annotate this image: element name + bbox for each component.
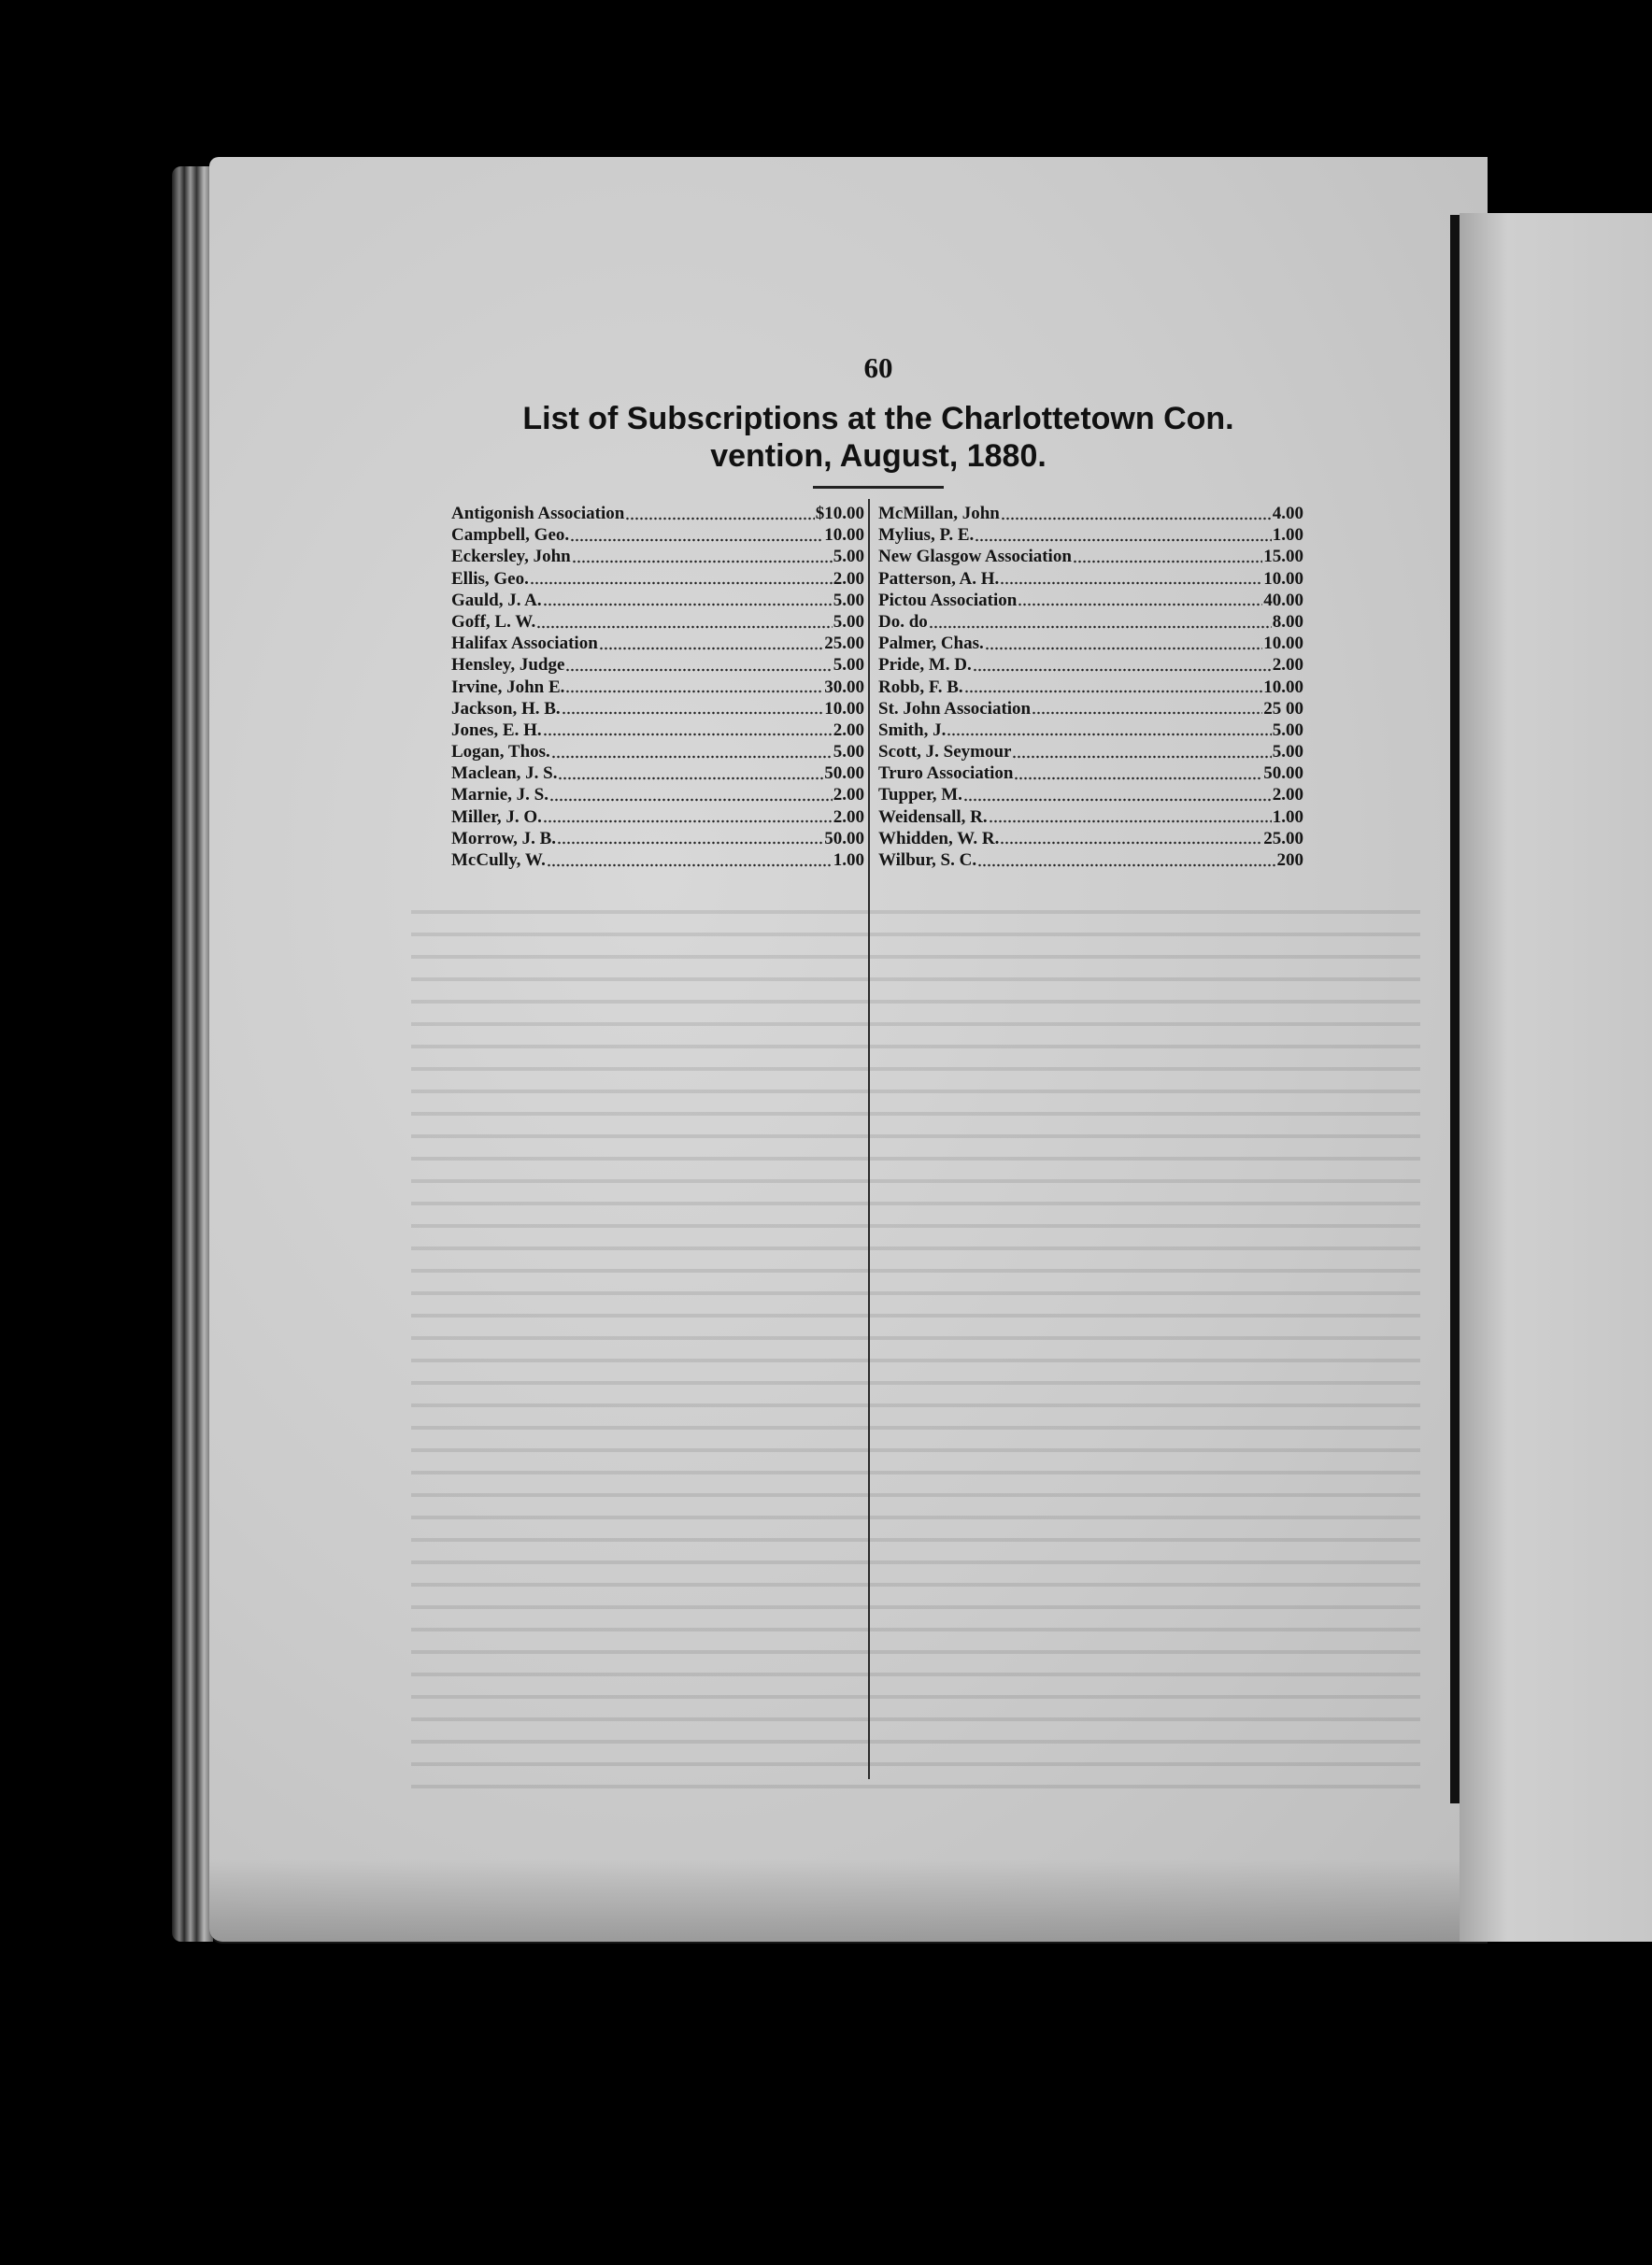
dot-leader xyxy=(625,506,814,522)
column-divider xyxy=(868,499,870,1779)
subscriber-name: Patterson, A. H. xyxy=(878,568,1000,589)
dot-leader xyxy=(565,678,823,695)
dot-leader xyxy=(1073,548,1262,565)
subscriber-name: Marnie, J. S. xyxy=(451,785,548,805)
book-edge xyxy=(172,166,213,1942)
dot-leader xyxy=(964,678,1263,695)
subscriber-name: Weidensall, R. xyxy=(878,806,988,827)
dot-leader xyxy=(947,721,1271,738)
subscription-amount: 5.00 xyxy=(833,611,864,632)
subscriber-name: Eckersley, John xyxy=(451,547,571,567)
subscription-row xyxy=(451,503,864,524)
subscription-amount: 25.00 xyxy=(1263,828,1303,848)
subscription-row xyxy=(451,590,864,611)
subscription-row xyxy=(878,677,1303,698)
subscription-row xyxy=(878,546,1303,567)
subscription-amount: 15.00 xyxy=(1263,547,1303,567)
dot-leader xyxy=(1001,506,1272,522)
dot-leader xyxy=(1018,591,1262,608)
subscriber-name: Antigonish Association xyxy=(451,504,625,523)
subscription-amount: 200 xyxy=(1276,850,1303,870)
title-rule xyxy=(813,486,944,489)
subscription-row xyxy=(451,611,864,633)
subscription-amount: 2.00 xyxy=(1272,785,1303,805)
subscription-row xyxy=(878,784,1303,805)
subscription-row xyxy=(878,849,1303,871)
subscription-amount: 50.00 xyxy=(824,763,864,784)
subscription-row xyxy=(878,633,1303,654)
subscriber-name: Tupper, M. xyxy=(878,785,962,805)
subscriber-name: McCully, W. xyxy=(451,850,546,870)
subscription-amount: 30.00 xyxy=(824,677,864,697)
dot-leader xyxy=(570,527,823,544)
subscription-amount: 10.00 xyxy=(824,698,864,719)
dot-leader xyxy=(973,657,1272,674)
subscription-amount: 5.00 xyxy=(833,547,864,567)
subscriber-name: Logan, Thos. xyxy=(451,742,550,762)
dot-leader xyxy=(543,591,833,608)
subscription-amount: 50.00 xyxy=(1263,763,1303,784)
subscription-amount: 2.00 xyxy=(833,719,864,740)
subscriber-name: Goff, L. W. xyxy=(451,611,536,632)
subscription-row xyxy=(878,590,1303,611)
page-shadow xyxy=(209,1859,1488,1944)
subscription-row xyxy=(451,677,864,698)
subscription-amount: 25 00 xyxy=(1263,698,1303,719)
subscriber-name: Pictou Association xyxy=(878,590,1018,610)
subscriber-name: Campbell, Geo. xyxy=(451,525,570,546)
subscriber-name: Mylius, P. E. xyxy=(878,525,975,546)
title-line-1: List of Subscriptions at the Charlottetown Con. xyxy=(522,401,1234,436)
dot-leader xyxy=(572,548,833,565)
dot-leader xyxy=(975,527,1272,544)
subscription-row xyxy=(451,762,864,784)
subscriber-name: Halifax Association xyxy=(451,634,598,654)
subscriber-name: Irvine, John E. xyxy=(451,677,565,697)
subscription-row xyxy=(451,568,864,590)
subscription-row xyxy=(451,654,864,676)
subscription-row xyxy=(878,568,1303,590)
subscription-amount: 5.00 xyxy=(1272,742,1303,762)
subscription-row xyxy=(878,828,1303,849)
subscription-amount: 10.00 xyxy=(1263,677,1303,697)
book-gutter xyxy=(1450,215,1460,1803)
dot-leader xyxy=(977,852,1275,869)
subscriber-name: Morrow, J. B. xyxy=(451,828,557,848)
subscription-row xyxy=(451,784,864,805)
subscriber-name: New Glasgow Association xyxy=(878,547,1072,567)
dot-leader xyxy=(1012,744,1271,761)
subscription-row xyxy=(878,741,1303,762)
subscription-row xyxy=(451,546,864,567)
bleed-through-text xyxy=(411,897,1420,1794)
dot-leader xyxy=(551,744,833,761)
subscriber-name: Gauld, J. A. xyxy=(451,590,542,610)
dot-leader xyxy=(963,787,1272,804)
subscription-amount: 10.00 xyxy=(824,525,864,546)
subscription-amount: 5.00 xyxy=(1272,719,1303,740)
subscription-amount: 2.00 xyxy=(833,568,864,589)
subscription-amount: 2.00 xyxy=(833,806,864,827)
dot-leader xyxy=(1000,830,1262,847)
subscription-amount: 40.00 xyxy=(1263,590,1303,610)
subscription-row xyxy=(878,611,1303,633)
dot-leader xyxy=(989,808,1272,825)
subscription-amount: 2.00 xyxy=(833,785,864,805)
subscription-amount: 25.00 xyxy=(824,634,864,654)
page-number: 60 xyxy=(863,351,893,384)
subscriber-name: Wilbur, S. C. xyxy=(878,850,977,870)
subscription-row xyxy=(451,633,864,654)
subscription-row xyxy=(878,654,1303,676)
subscriber-name: Do. do xyxy=(878,611,928,632)
subscription-row xyxy=(878,806,1303,828)
dot-leader xyxy=(1014,765,1262,782)
subscription-row xyxy=(878,503,1303,524)
dot-leader xyxy=(562,700,824,717)
subscription-row xyxy=(451,828,864,849)
subscriber-name: Jackson, H. B. xyxy=(451,698,561,719)
subscription-row xyxy=(451,698,864,719)
dot-leader xyxy=(558,765,823,782)
subscriber-name: Ellis, Geo. xyxy=(451,568,529,589)
dot-leader xyxy=(530,570,833,587)
subscription-amount: 5.00 xyxy=(833,742,864,762)
subscription-row xyxy=(451,741,864,762)
title-line-2: vention, August, 1880. xyxy=(710,438,1047,474)
subscription-row xyxy=(451,806,864,828)
dot-leader xyxy=(1032,700,1262,717)
subscriptions-right-column xyxy=(878,503,1303,871)
page-title xyxy=(439,400,1317,475)
subscriber-name: Whidden, W. R. xyxy=(878,828,1000,848)
subscription-row xyxy=(878,762,1303,784)
subscription-row xyxy=(451,849,864,871)
subscription-amount: 1.00 xyxy=(1272,525,1303,546)
subscription-amount: 2.00 xyxy=(1272,655,1303,676)
subscription-amount: 10.00 xyxy=(1263,568,1303,589)
subscriptions-left-column xyxy=(451,503,864,871)
subscription-amount: 4.00 xyxy=(1272,504,1303,523)
dot-leader xyxy=(1000,570,1262,587)
dot-leader xyxy=(599,635,823,652)
subscriber-name: Jones, E. H. xyxy=(451,719,542,740)
dot-leader xyxy=(557,830,823,847)
dot-leader xyxy=(929,614,1272,631)
subscription-row xyxy=(451,719,864,741)
dot-leader xyxy=(549,787,833,804)
subscription-row xyxy=(878,524,1303,546)
subscriber-name: Robb, F. B. xyxy=(878,677,963,697)
subscription-row xyxy=(878,719,1303,741)
subscription-amount: $10.00 xyxy=(815,504,864,523)
dot-leader xyxy=(547,852,833,869)
subscription-amount: 5.00 xyxy=(833,590,864,610)
subscription-amount: 5.00 xyxy=(833,655,864,676)
subscriber-name: Scott, J. Seymour xyxy=(878,742,1012,762)
facing-page-edge xyxy=(1460,213,1652,1942)
dot-leader xyxy=(543,808,833,825)
subscriber-name: Miller, J. O. xyxy=(451,806,542,827)
subscription-row xyxy=(451,524,864,546)
subscriber-name: St. John Association xyxy=(878,698,1032,719)
dot-leader xyxy=(536,614,832,631)
dot-leader xyxy=(985,635,1262,652)
subscription-row xyxy=(878,698,1303,719)
subscriber-name: McMillan, John xyxy=(878,504,1000,523)
subscriber-name: Maclean, J. S. xyxy=(451,763,558,784)
subscriber-name: Hensley, Judge xyxy=(451,655,565,676)
subscription-amount: 10.00 xyxy=(1263,634,1303,654)
subscriber-name: Truro Association xyxy=(878,763,1014,784)
subscription-amount: 1.00 xyxy=(1272,806,1303,827)
subscriber-name: Pride, M. D. xyxy=(878,655,972,676)
subscriber-name: Smith, J. xyxy=(878,719,947,740)
subscription-amount: 8.00 xyxy=(1272,611,1303,632)
dot-leader xyxy=(543,721,833,738)
subscriber-name: Palmer, Chas. xyxy=(878,634,984,654)
subscription-amount: 50.00 xyxy=(824,828,864,848)
subscription-amount: 1.00 xyxy=(833,850,864,870)
dot-leader xyxy=(565,657,832,674)
